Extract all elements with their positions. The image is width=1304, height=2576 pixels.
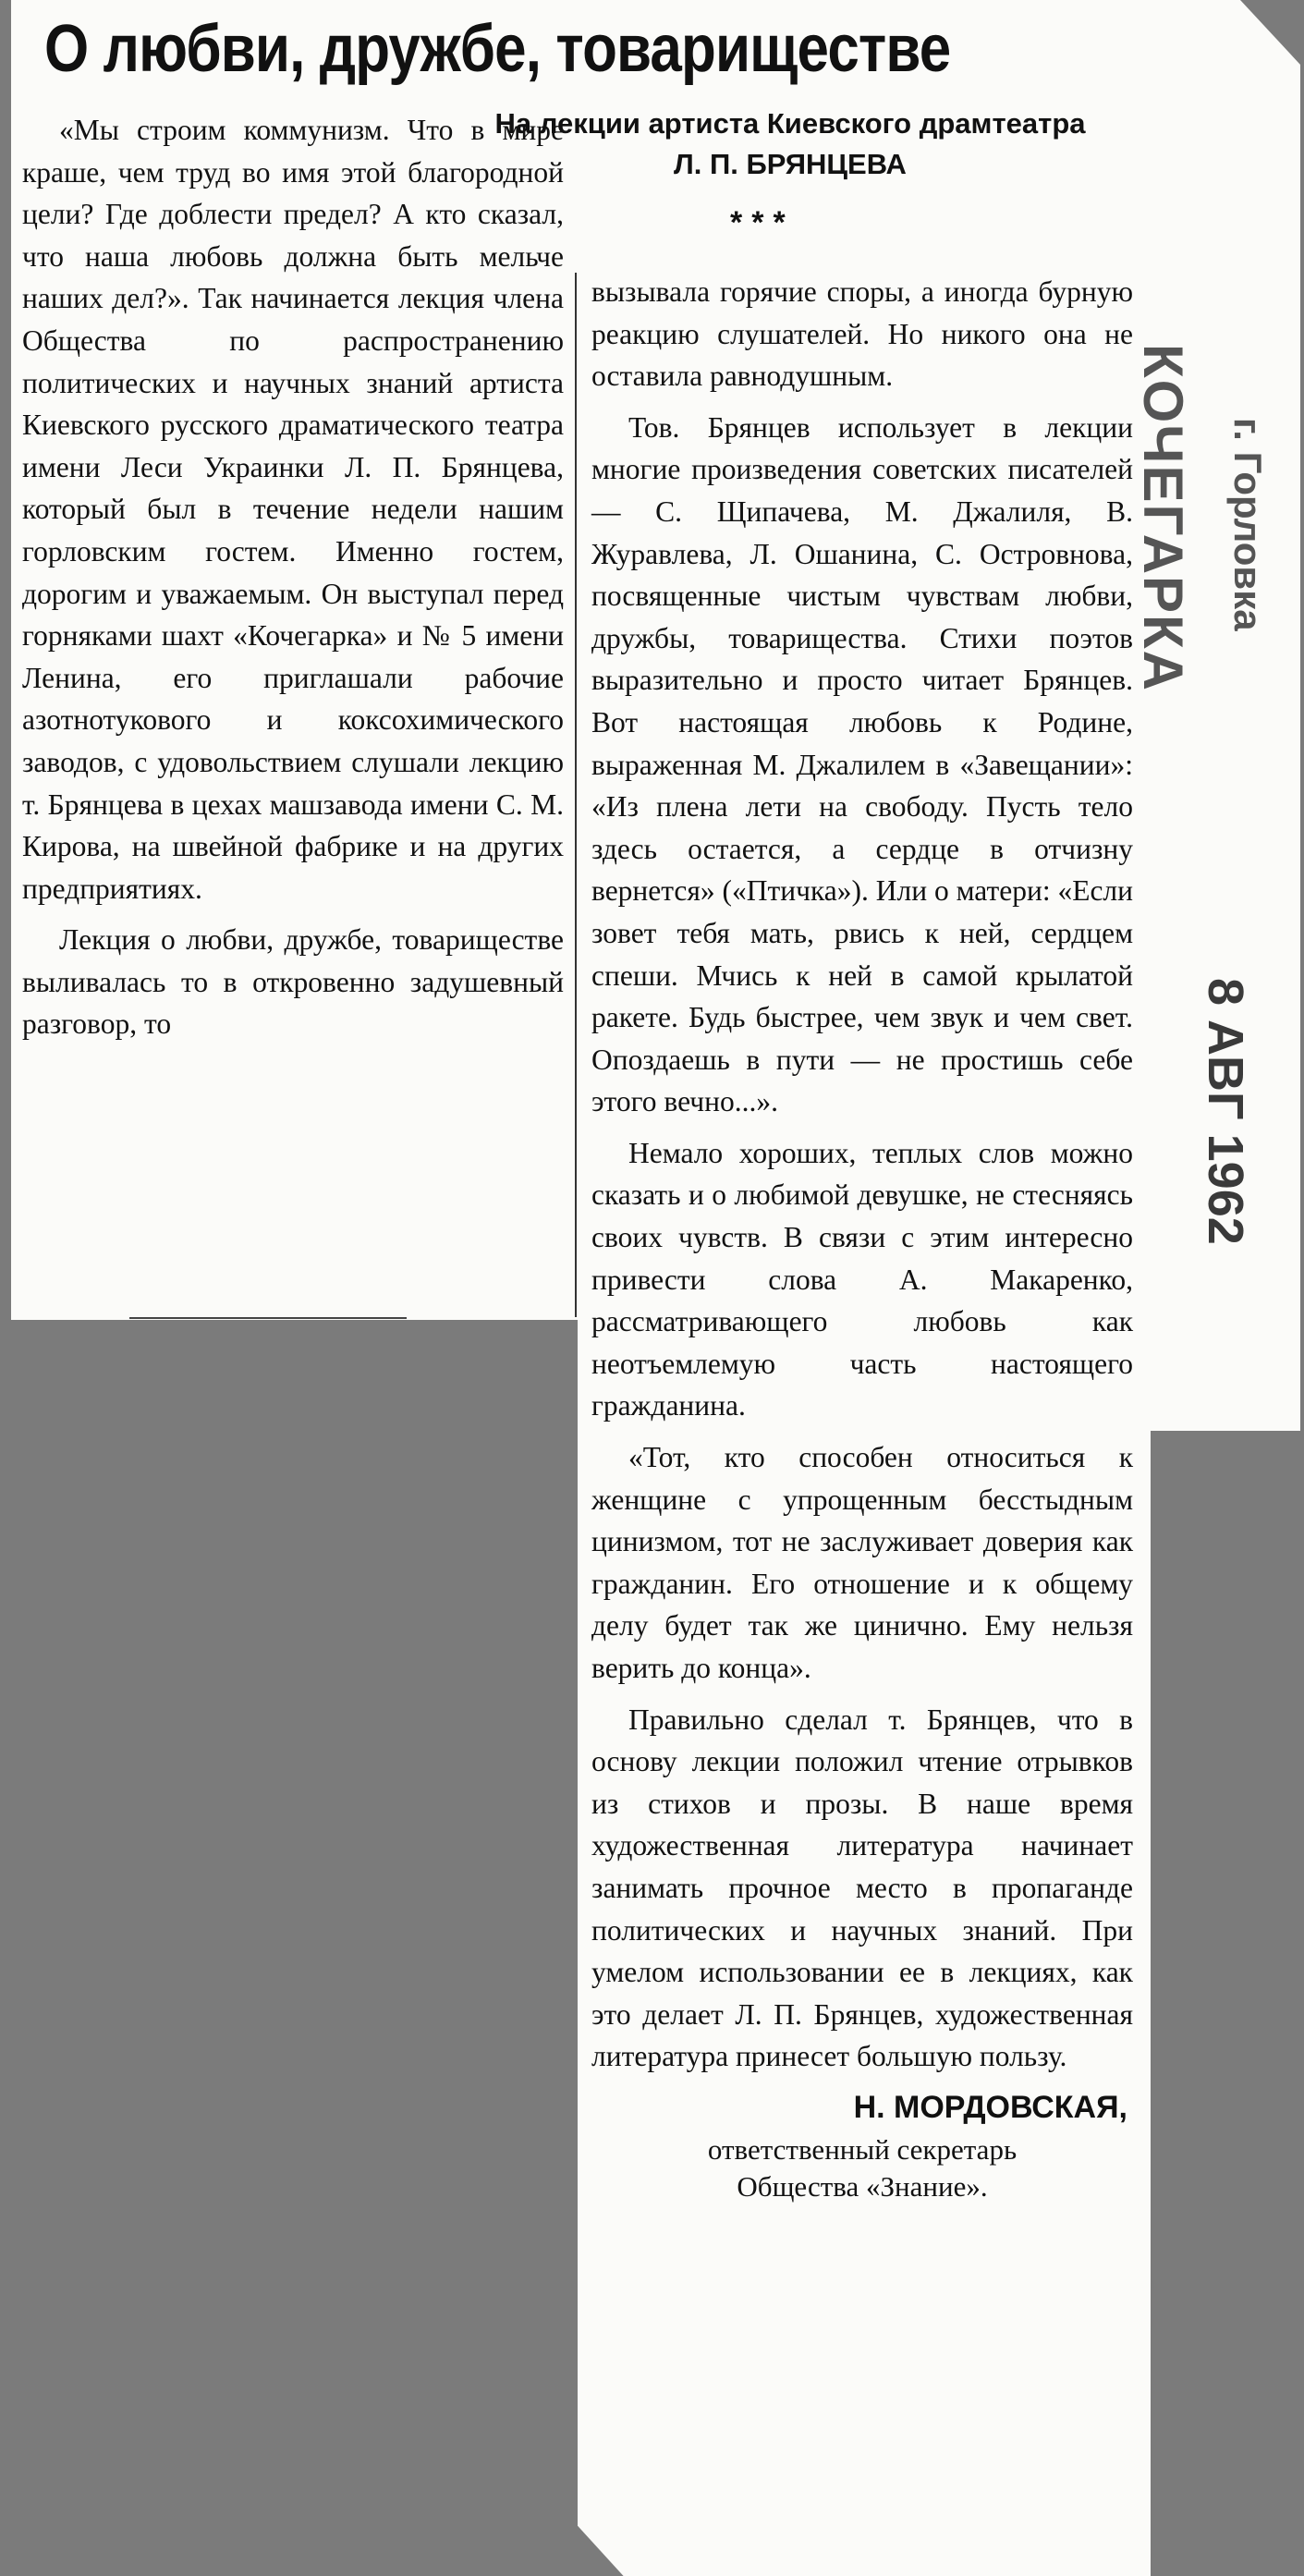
subheading — [467, 104, 1114, 185]
paragraph: Правильно сделал т. Брянцев, что в основу лекции положил чтение отрывков из стихов и прозы. В наше время художественная литература начинает занимать прочное место в пропаганде политических и научных знаний. При умелом использовании ее в лекциях, как это делает Л. П. Брянцев, художественная литература принесет большую пользу. — [591, 1703, 1133, 2073]
author-name: Н. МОРДОВСКАЯ, — [853, 2089, 1127, 2125]
subheading-line2: Л. П. БРЯНЦЕВА — [674, 148, 907, 180]
subheading-line1: На лекции артиста Киевского драмтеатра — [494, 107, 1086, 140]
separator: *** — [730, 205, 795, 240]
article-column-1 — [22, 109, 564, 1055]
stamp-newspaper-name: КОЧЕГАРКА — [1132, 344, 1194, 693]
newspaper-stamp — [1133, 344, 1192, 692]
article-column-2 — [591, 271, 1133, 2205]
paragraph: Тов. Брянцев использует в лекции многие произведения советских писателей — С. Щипачева, М. Джалиля, В. Журавлева, Л. Ошанина, С. Островнова, посвященные чистым чувствам любви, дружбы, товарищества. Стихи поэтов выразительно и просто читает Брянцев. Вот настоящая любовь к Родине, выраженная М. Джалилем в «Завещании»: «Из плена лети на свободу. Пусть тело здесь остается, а сердце в отчизну вернется» («Птичка»). Или о матери: «Если зовет тебя мать, рвись к ней, сердцем спеши. Мчись к ней в самой крылатой ракете. Будь быстрее, чем звук и чем свет. Опоздаешь в пути — не простишь себе этого вечно...». — [591, 410, 1133, 1118]
clipping-stamp-margin — [1146, 1320, 1300, 1431]
paragraph: вызывала горячие споры, а иногда бурную реакцию слушателей. Но никого она не оставила равнодушным. — [591, 275, 1133, 393]
column-end-rule — [129, 1317, 407, 1319]
stamp-date: 8 АВГ 1962 — [1198, 978, 1253, 1245]
column-divider — [575, 273, 577, 1317]
author-title — [591, 2131, 1133, 2205]
author-title-line2: Общества «Знание». — [737, 2169, 988, 2203]
paragraph: Немало хороших, теплых слов можно сказать и о любимой девушке, не стесняясь своих чувств. В связи с этим интересно привести слова А. Макаренко, рассматривающего любовь как неотъемлемую часть настоящего гражданина. — [591, 1136, 1133, 1422]
paragraph: Лекция о любви, дружбе, товариществе выливалась то в откровенно задушевный разговор, то — [22, 923, 564, 1041]
author-title-line1: ответственный секретарь — [707, 2132, 1018, 2166]
stamp-city: г. Горловка — [1226, 418, 1270, 631]
paragraph: «Тот, кто способен относиться к женщине с упрощенным бесстыдным цинизмом, тот не заслуживает доверия как гражданин. Его отношение и к общему делу будет так же цинично. Ему нельзя верить до конца». — [591, 1441, 1133, 1684]
headline: О любви, дружбе, товариществе — [44, 12, 951, 86]
paragraph: «Мы строим коммунизм. Что в мире краше, чем труд во имя этой благородной цели? Где доблести предел? А кто сказал, что наша любовь должна быть мельче наших дел?». Так начинается лекция члена Общества по распространению политических и научных знаний артиста Киевского русского драматического театра имени Леси Украинки Л. П. Брянцева, который был в течение недели нашим горловским гостем. Именно гостем, дорогим и уважаемым. Он выступал перед горняками шахт «Кочегарка» и № 5 имени Ленина, его приглашали рабочие азотнотукового и коксохимического заводов, с удовольствием слушали лекцию т. Брянцева в цехах машзавода имени С. М. Кирова, на швейной фабрике и на других предприятиях. — [22, 114, 564, 905]
